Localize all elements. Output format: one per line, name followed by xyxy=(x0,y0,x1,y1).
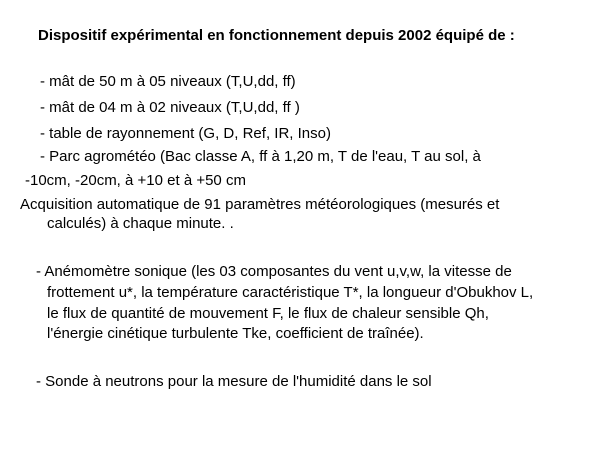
equipment-item-radiation-table: - table de rayonnement (G, D, Ref, IR, Inso) xyxy=(40,125,331,142)
neutron-probe-line: - Sonde à neutrons pour la mesure de l'humidité dans le sol xyxy=(36,373,432,390)
equipment-item-mast-50m: - mât de 50 m à 05 niveaux (T,U,dd, ff) xyxy=(40,73,296,90)
anemometer-line-2: frottement u*, la température caractéristique T*, la longueur d'Obukhov L, xyxy=(47,284,534,301)
anemometer-line-4: l'énergie cinétique turbulente Tke, coefficient de traînée). xyxy=(47,325,424,342)
anemometer-line-1: - Anémomètre sonique (les 03 composantes du vent u,v,w, la vitesse de xyxy=(36,263,512,280)
acquisition-line-1: Acquisition automatique de 91 paramètres météorologiques (mesurés et xyxy=(20,196,500,213)
equipment-item-agromet-park: - Parc agrométéo (Bac classe A, ff à 1,20 m, T de l'eau, T au sol, à xyxy=(40,148,481,165)
acquisition-line-2: calculés) à chaque minute. . xyxy=(47,215,234,232)
anemometer-line-3: le flux de quantité de mouvement F, le flux de chaleur sensible Qh, xyxy=(47,305,489,322)
equipment-item-mast-04m: - mât de 04 m à 02 niveaux (T,U,dd, ff ) xyxy=(40,99,300,116)
slide-title: Dispositif expérimental en fonctionnement depuis 2002 équipé de : xyxy=(38,27,515,44)
equipment-item-agromet-park-continued: -10cm, -20cm, à +10 et à +50 cm xyxy=(25,172,246,189)
